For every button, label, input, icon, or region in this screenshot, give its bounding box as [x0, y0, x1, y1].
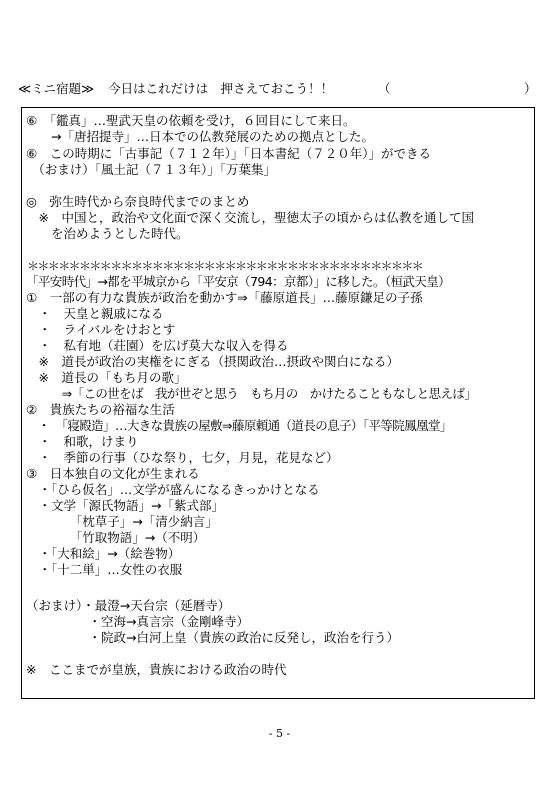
content-line: ・空海→真言宗（金剛峰寺）	[26, 614, 249, 629]
content-line: ・ 天皇と親戚になる	[26, 306, 164, 321]
content-line: （おまけ）「風土記（７１３年）」「万葉集」	[26, 162, 277, 177]
content-line: ・ 「寝殿造」…大きな貴族の屋敷⇒藤原頼通（道長の息子）「平等院鳳凰堂」	[26, 418, 452, 433]
content-line: ・ ライバルをけおとす	[26, 322, 176, 337]
page-number: - 5 -	[268, 727, 291, 740]
content-line: ・「ひら仮名」…文学が盛んになるきっかけとなる	[26, 482, 320, 497]
content-line: ⑥ この時期に「古事記（７１２年）」「日本書紀（７２０年）」ができる	[26, 146, 431, 161]
content-line: ⑥ 「鑑真」…聖武天皇の依頼を受け，６回目にして来日。	[26, 113, 356, 128]
content-line: ・「十二単」…女性の衣服	[26, 562, 183, 577]
answer-blank-close: ）	[524, 81, 537, 96]
content-line: （おまけ）・最澄→天台宗（延暦寺）	[26, 598, 231, 613]
content-line: ① 一部の有力な貴族が政治を動かす⇒「藤原道長」…藤原鎌足の子孫	[26, 290, 423, 305]
header-message: 今日はこれだけは 押さえておこう！！	[108, 81, 334, 96]
content-line: ※ 道長の「もち月の歌」	[26, 370, 187, 385]
content-line: →「唐招提寺」…日本での仏教発展のための拠点とした。	[26, 129, 374, 144]
content-line: 「平安時代」→都を平城京から「平安京（794：京都）」に移した。（桓武天皇）	[26, 274, 451, 289]
content-line: ・院政→白河上皇（貴族の政治に反発し，政治を行う）	[26, 630, 399, 645]
content-line: ⇒「この世をば 我が世ぞと思う もち月の かけたることもなしと思えば」	[26, 386, 477, 401]
homework-header	[18, 79, 538, 97]
content-line: ・ 和歌，けまり	[26, 434, 139, 449]
content-line: 「竹取物語」→（不明）	[26, 530, 206, 545]
content-line: 「枕草子」→「清少納言」	[26, 514, 218, 529]
content-line: ② 貴族たちの裕福な生活	[26, 402, 175, 417]
header-title: ≪ミニ宿題≫	[18, 81, 95, 96]
content-line: ※ 中国と，政治や文化面で深く交流し，聖徳太子の頃からは仏教を通して国	[26, 210, 474, 225]
content-line: ・文学「源氏物語」→「紫式部」	[26, 498, 224, 513]
content-line: ・ 季節の行事（ひな祭り，七夕，月見，花見など）	[26, 450, 339, 465]
content-line: ・ 私有地（荘園）を広げ莫大な収入を得る	[26, 338, 289, 353]
content-line: ③ 日本独自の文化が生まれる	[26, 466, 200, 481]
content-line: ◎ 弥生時代から奈良時代までのまとめ	[26, 194, 250, 209]
content-line: ＊＊＊＊＊＊＊＊＊＊＊＊＊＊＊＊＊＊＊＊＊＊＊＊＊＊＊＊＊＊＊＊＊＊＊＊＊＊	[27, 259, 423, 273]
content-line: ※ ここまでが皇族，貴族における政治の時代	[26, 662, 287, 677]
content-line: ・「大和絵」→（絵巻物）	[26, 546, 181, 561]
content-line: を治めようとした時代。	[26, 226, 189, 241]
content-line: ※ 道長が政治の実権をにぎる（摂関政治…摂政や関白になる）	[26, 354, 399, 369]
answer-blank-open: （	[378, 81, 391, 96]
